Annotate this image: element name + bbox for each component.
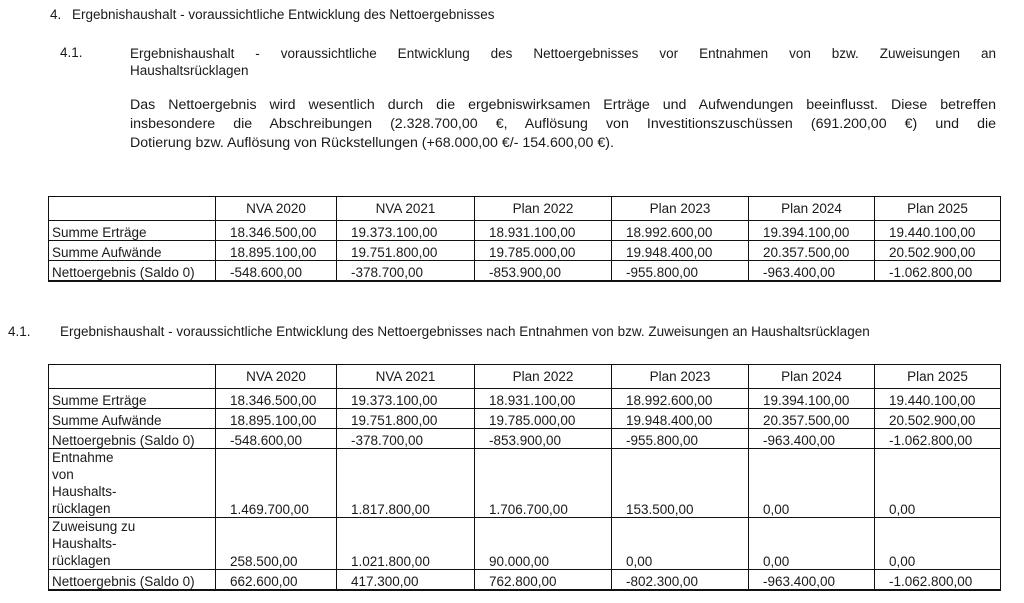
- table-cell: -955.800,00: [612, 261, 749, 281]
- row-label: Nettoergebnis (Saldo 0): [49, 429, 216, 449]
- row-label-text: Entnahme von Haushalts-rücklagen: [52, 450, 117, 516]
- table-cell: 18.992.600,00: [612, 221, 749, 241]
- table-cell: 0,00: [875, 518, 1001, 570]
- table-cell: 19.394.100,00: [749, 389, 875, 409]
- table-header-row: [49, 365, 1001, 389]
- section-title: Ergebnishaushalt - voraussichtliche Entwicklung des Nettoergebnisses: [72, 7, 495, 22]
- table-cell: 20.357.500,00: [749, 409, 875, 429]
- table-cell: 0,00: [875, 449, 1001, 518]
- header-cell: Plan 2025: [875, 365, 1001, 389]
- table-cell: 19.785.000,00: [475, 241, 612, 261]
- table-cell: 153.500,00: [612, 449, 749, 518]
- header-cell: Plan 2024: [749, 197, 875, 221]
- header-cell: Plan 2023: [612, 197, 749, 221]
- table-cell: 18.346.500,00: [216, 389, 337, 409]
- subsection-1-title-line2: Haushaltsrücklagen: [130, 63, 249, 78]
- table-cell: 18.895.100,00: [216, 409, 337, 429]
- row-label: Summe Aufwände: [49, 409, 216, 429]
- subsection-1-title-line1: Ergebnishaushalt - voraussichtliche Entwicklung des Nettoergebnisses vor Entnahmen von bzw. Zuweisungen an: [130, 46, 996, 61]
- header-cell: Plan 2022: [475, 197, 612, 221]
- header-cell: Plan 2025: [875, 197, 1001, 221]
- table-cell: -1.062.800,00: [875, 570, 1001, 590]
- explanation-paragraph: [130, 96, 996, 153]
- table-cell: 90.000,00: [475, 518, 612, 570]
- net-result-table-before: [48, 196, 1001, 282]
- subsection-2-title: Ergebnishaushalt - voraussichtliche Entwicklung des Nettoergebnisses nach Entnahmen von bzw. Zuweisungen an Haushaltsrücklagen: [60, 324, 870, 339]
- table-cell: 19.751.800,00: [337, 241, 475, 261]
- header-cell: NVA 2021: [337, 197, 475, 221]
- table-cell: 18.992.600,00: [612, 389, 749, 409]
- paragraph-line-2: insbesondere die Abschreibungen (2.328.700,00 €, Auflösung von Investitionszuschüssen (691.200,00 €) und die: [130, 116, 996, 132]
- table-cell: 1.469.700,00: [216, 449, 337, 518]
- row-label: Summe Erträge: [49, 389, 216, 409]
- row-label: Nettoergebnis (Saldo 0): [49, 570, 216, 590]
- table-cell: 662.600,00: [216, 570, 337, 590]
- table-row: [49, 221, 1001, 241]
- table-cell: 19.373.100,00: [337, 389, 475, 409]
- subsection-1-number: 4.1.: [60, 45, 83, 60]
- table-cell: 19.785.000,00: [475, 409, 612, 429]
- section-number: 4.: [50, 7, 62, 22]
- row-label: Summe Erträge: [49, 221, 216, 241]
- subsection-2-number: 4.1.: [8, 324, 31, 339]
- table-cell: -955.800,00: [612, 429, 749, 449]
- table-cell: 417.300,00: [337, 570, 475, 590]
- table-cell: -963.400,00: [749, 570, 875, 590]
- table-cell: 762.800,00: [475, 570, 612, 590]
- table-cell: -853.900,00: [475, 261, 612, 281]
- paragraph-line-1: Das Nettoergebnis wird wesentlich durch die ergebniswirksamen Erträge und Aufwendungen beeinflusst. Diese betreffen: [130, 97, 996, 113]
- table-cell: 18.931.100,00: [475, 389, 612, 409]
- subsection-1-title: [130, 45, 996, 79]
- table-cell: -963.400,00: [749, 261, 875, 281]
- table-cell: 0,00: [612, 518, 749, 570]
- table-cell: -378.700,00: [337, 261, 475, 281]
- table-row: [49, 449, 1001, 518]
- table-header-row: [49, 197, 1001, 221]
- header-cell: [49, 365, 216, 389]
- header-cell: NVA 2021: [337, 365, 475, 389]
- table-row-total: [49, 570, 1001, 590]
- header-cell: Plan 2022: [475, 365, 612, 389]
- table-cell: -963.400,00: [749, 429, 875, 449]
- header-cell: [49, 197, 216, 221]
- table-cell: -548.600,00: [216, 429, 337, 449]
- paragraph-line-3: Dotierung bzw. Auflösung von Rückstellungen (+68.000,00 €/- 154.600,00 €).: [130, 135, 614, 151]
- table-cell: 1.021.800,00: [337, 518, 475, 570]
- table-cell: 19.948.400,00: [612, 409, 749, 429]
- table-cell: 0,00: [749, 518, 875, 570]
- table-cell: 1.817.800,00: [337, 449, 475, 518]
- header-cell: Plan 2024: [749, 365, 875, 389]
- table-row: [49, 389, 1001, 409]
- table-cell: 258.500,00: [216, 518, 337, 570]
- table-cell: 0,00: [749, 449, 875, 518]
- table-row: [49, 429, 1001, 449]
- table-cell: -378.700,00: [337, 429, 475, 449]
- table-cell: 20.502.900,00: [875, 241, 1001, 261]
- row-label: Nettoergebnis (Saldo 0): [49, 261, 216, 281]
- row-label: [49, 518, 216, 570]
- table-cell: 19.440.100,00: [875, 221, 1001, 241]
- header-cell: NVA 2020: [216, 365, 337, 389]
- table-cell: 18.895.100,00: [216, 241, 337, 261]
- header-cell: Plan 2023: [612, 365, 749, 389]
- header-cell: NVA 2020: [216, 197, 337, 221]
- row-label-text: Zuweisung zu Haushalts-rücklagen: [52, 519, 136, 568]
- table-cell: -802.300,00: [612, 570, 749, 590]
- net-result-table-after: [48, 364, 1001, 591]
- table-row-total: [49, 261, 1001, 281]
- table-cell: 20.357.500,00: [749, 241, 875, 261]
- table-row: [49, 241, 1001, 261]
- table-cell: 19.751.800,00: [337, 409, 475, 429]
- table-row: [49, 409, 1001, 429]
- row-label: [49, 449, 216, 518]
- table-cell: -1.062.800,00: [875, 261, 1001, 281]
- section-heading: [50, 7, 494, 22]
- row-label: Summe Aufwände: [49, 241, 216, 261]
- table-cell: -548.600,00: [216, 261, 337, 281]
- table-cell: 19.394.100,00: [749, 221, 875, 241]
- table-cell: 19.948.400,00: [612, 241, 749, 261]
- table-cell: 20.502.900,00: [875, 409, 1001, 429]
- table-cell: 19.440.100,00: [875, 389, 1001, 409]
- table-cell: -1.062.800,00: [875, 429, 1001, 449]
- table-cell: 1.706.700,00: [475, 449, 612, 518]
- table-cell: -853.900,00: [475, 429, 612, 449]
- table-cell: 19.373.100,00: [337, 221, 475, 241]
- table-row: [49, 518, 1001, 570]
- table-cell: 18.931.100,00: [475, 221, 612, 241]
- table-cell: 18.346.500,00: [216, 221, 337, 241]
